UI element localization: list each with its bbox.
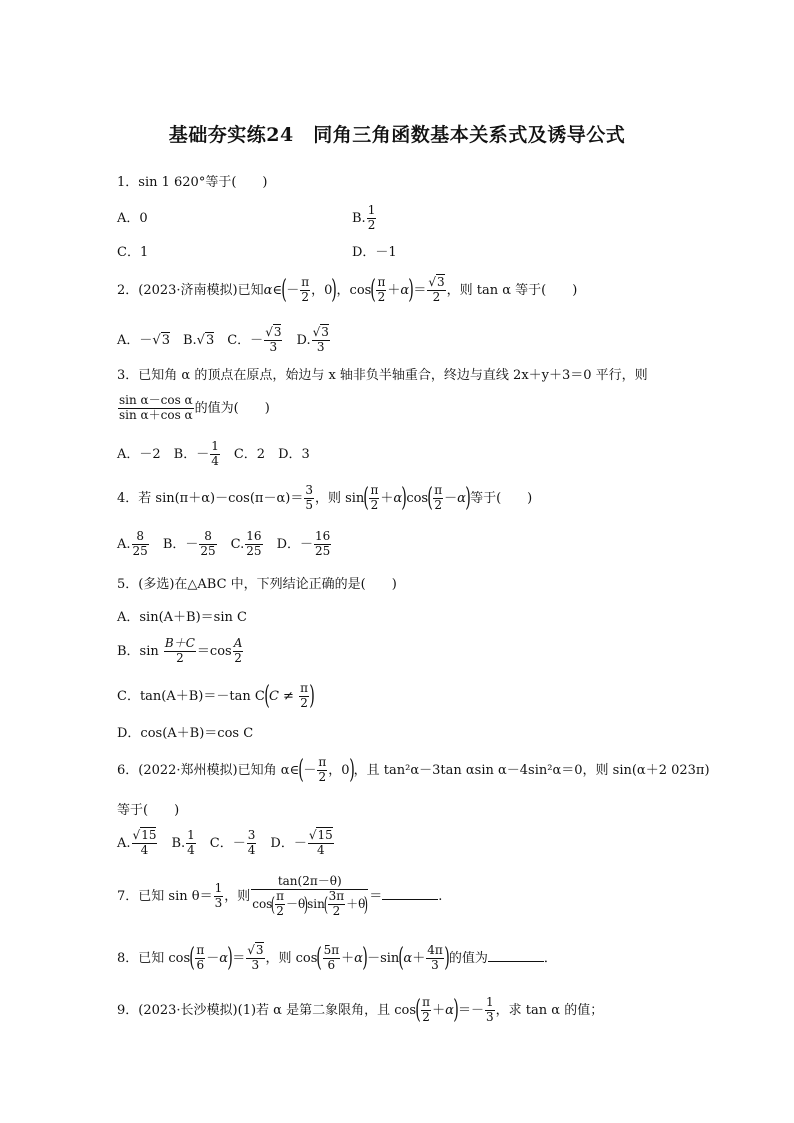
question-6-options: A. $\frac{√15}{4}$ B. $\frac{1}{4}$ C．－ $\frac{3}{4}$ D．－ $\frac{√15}{4}$ [117, 828, 333, 857]
question-1-option-a: A．0 [117, 211, 148, 226]
question-3-options: A．－2 B．－ $\frac{1}{4}$ C．2 D．3 [117, 439, 310, 468]
page-title: 基础夯实练24 同角三角函数基本关系式及诱导公式 [168, 124, 626, 146]
question-1-option-c: C．1 [117, 245, 149, 260]
question-1-option-b: B. $\frac{1}{2}$ [352, 203, 376, 232]
question-5-option-c: C．tan(A＋B)＝－tan C(C ≠ $\frac{\pi}{2}$ ) [117, 681, 315, 712]
question-5-option-a: A．sin(A＋B)＝sin C [117, 610, 247, 625]
question-2-options: A．－√3 B.√3 C．－ $\frac{√3}{3}$ D. $\frac{√3}{3}$ [117, 325, 329, 354]
question-3-stem: 3．已知角 α 的顶点在原点，始边与 x 轴非负半轴重合，终边与直线 2x＋y＋3＝0 平行，则 [117, 368, 648, 383]
question-9-stem: 9．(2023·长沙模拟)(1)若 α 是第二象限角，且 cos( $\frac{\pi}{2}$ ＋α)＝－ $\frac{1}{3}$ ，求 tan α 的值； [117, 995, 604, 1026]
question-5-option-b: B．sin $\frac{B+C}{2}$ ＝cos $\frac{A}{2}$ [117, 636, 243, 665]
question-1-stem: 1．sin 1 620°等于( ) [117, 175, 268, 190]
question-7-stem: 7．已知 sin θ＝ $\frac{1}{3}$ ，则 tan(2π－θ) cos( $\frac{\pi}{2}$ －θ)sin( $\frac{3\pi}{2}$ ＋θ) ＝ . [117, 874, 443, 918]
question-4-options: A. $\frac{8}{25}$ B．－ $\frac{8}{25}$ C. $\frac{16}{25}$ D．－ $\frac{16}{25}$ [117, 529, 331, 558]
question-1-option-d: D．－1 [352, 245, 397, 260]
question-6-stem: 6．(2022·郑州模拟)已知角 α∈(－ $\frac{\pi}{2}$ ，0)，且 tan²α－3tan αsin α－4sin²α＝0，则 sin(α＋2 023π) [117, 755, 710, 786]
question-6-line-2: 等于( ) [117, 803, 180, 818]
question-3-expression: $\frac{\text{sin α－cos α}}{\text{sin α＋cos α}}$ 的值为( ) [119, 393, 270, 422]
question-4-stem: 4．若 sin(π＋α)－cos(π－α)＝ $\frac{3}{5}$ ，则 sin( $\frac{\pi}{2}$ ＋α)cos( $\frac{\pi}{2}$ －α)等于( ) [117, 483, 533, 514]
question-5-stem: 5．(多选)在△ABC 中，下列结论正确的是( ) [117, 577, 397, 592]
question-8-stem: 8．已知 cos( $\frac{\pi}{6}$ －α)＝ $\frac{√3}{3}$ ，则 cos( $\frac{5\pi}{6}$ ＋α)－sin(α＋ $\frac{4\pi}{3}$ )的值为 ． [117, 943, 557, 974]
question-2-stem: 2．(2023·济南模拟)已知α∈(－ $\frac{\pi}{2}$ ，0)，cos( $\frac{\pi}{2}$ ＋α)＝ $\frac{√3}{2}$ ，则 tan α 等于( ) [117, 275, 578, 306]
question-5-option-d: D．cos(A＋B)＝cos C [117, 726, 254, 741]
